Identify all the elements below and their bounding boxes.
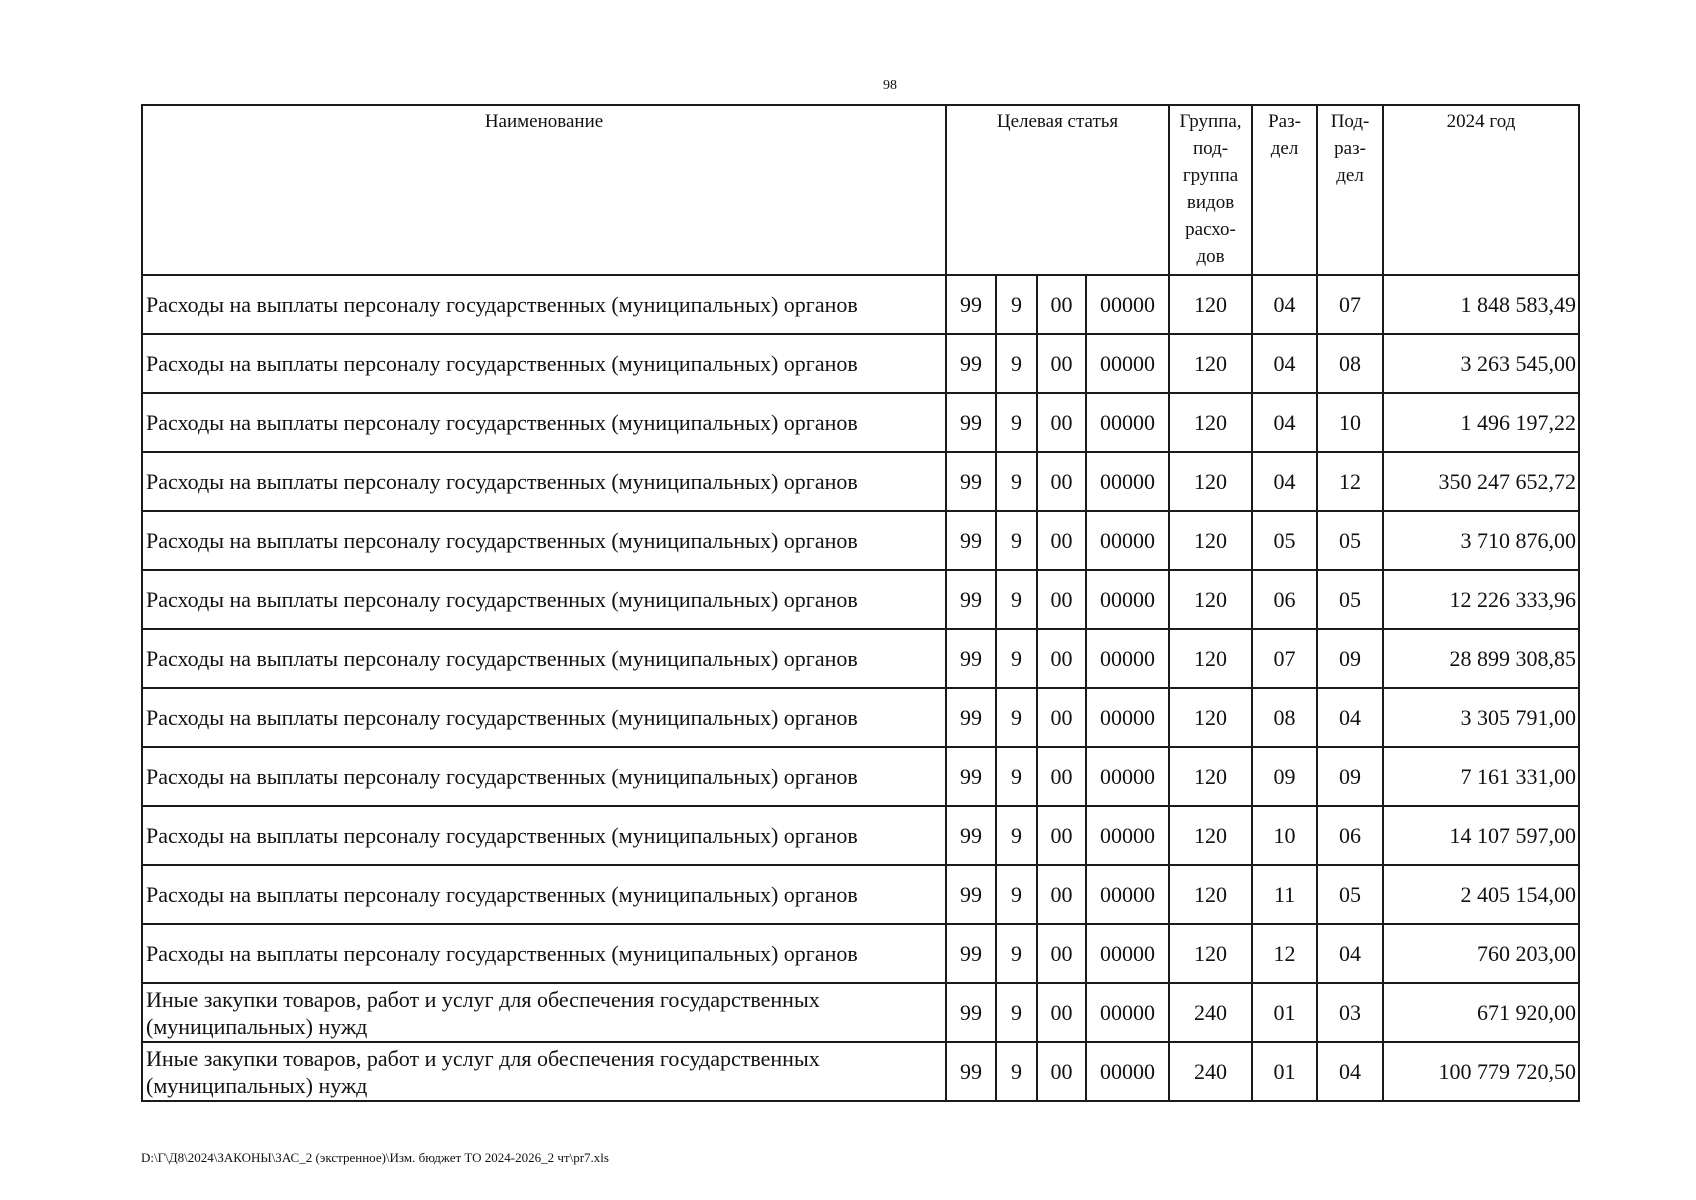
table-row <box>142 275 1579 334</box>
cell-section: 04 <box>1252 334 1317 393</box>
header-section: Раз- дел <box>1252 105 1317 275</box>
table-row <box>142 865 1579 924</box>
cell-target-program: 99 <box>946 570 996 629</box>
cell-section: 01 <box>1252 1042 1317 1101</box>
cell-target-main-event: 00 <box>1037 570 1086 629</box>
cell-subsection: 10 <box>1317 393 1383 452</box>
cell-expense-group: 240 <box>1169 983 1252 1042</box>
cell-section: 10 <box>1252 806 1317 865</box>
cell-name: Иные закупки товаров, работ и услуг для обеспечения государственных (муниципальных) нужд <box>142 983 946 1042</box>
cell-section: 01 <box>1252 983 1317 1042</box>
cell-expense-group: 240 <box>1169 1042 1252 1101</box>
cell-subsection: 05 <box>1317 511 1383 570</box>
cell-section: 04 <box>1252 452 1317 511</box>
cell-target-direction: 00000 <box>1086 629 1169 688</box>
cell-amount-2024: 2 405 154,00 <box>1383 865 1579 924</box>
cell-expense-group: 120 <box>1169 570 1252 629</box>
cell-amount-2024: 760 203,00 <box>1383 924 1579 983</box>
cell-amount-2024: 14 107 597,00 <box>1383 806 1579 865</box>
cell-name: Расходы на выплаты персоналу государственных (муниципальных) органов <box>142 865 946 924</box>
table-row <box>142 570 1579 629</box>
cell-target-subprogram: 9 <box>996 865 1037 924</box>
cell-expense-group: 120 <box>1169 865 1252 924</box>
cell-target-program: 99 <box>946 688 996 747</box>
cell-amount-2024: 1 496 197,22 <box>1383 393 1579 452</box>
table-row <box>142 511 1579 570</box>
table-row <box>142 924 1579 983</box>
cell-target-main-event: 00 <box>1037 747 1086 806</box>
cell-target-subprogram: 9 <box>996 275 1037 334</box>
cell-target-direction: 00000 <box>1086 865 1169 924</box>
cell-section: 09 <box>1252 747 1317 806</box>
cell-name: Расходы на выплаты персоналу государственных (муниципальных) органов <box>142 452 946 511</box>
cell-subsection: 08 <box>1317 334 1383 393</box>
cell-name: Расходы на выплаты персоналу государственных (муниципальных) органов <box>142 275 946 334</box>
cell-target-direction: 00000 <box>1086 1042 1169 1101</box>
footer-file-path: D:\Г\Д8\2024\ЗАКОНЫ\ЗАС_2 (экстренное)\Изм. бюджет ТО 2024-2026_2 чт\pr7.xls <box>141 1150 609 1165</box>
cell-target-subprogram: 9 <box>996 570 1037 629</box>
cell-section: 04 <box>1252 275 1317 334</box>
cell-name: Расходы на выплаты персоналу государственных (муниципальных) органов <box>142 393 946 452</box>
cell-section: 11 <box>1252 865 1317 924</box>
cell-target-direction: 00000 <box>1086 806 1169 865</box>
cell-section: 06 <box>1252 570 1317 629</box>
cell-target-program: 99 <box>946 629 996 688</box>
table-row <box>142 393 1579 452</box>
table-row <box>142 983 1579 1042</box>
cell-subsection: 07 <box>1317 275 1383 334</box>
cell-name: Расходы на выплаты персоналу государственных (муниципальных) органов <box>142 334 946 393</box>
table-row <box>142 452 1579 511</box>
cell-subsection: 03 <box>1317 983 1383 1042</box>
cell-name: Иные закупки товаров, работ и услуг для обеспечения государственных (муниципальных) нужд <box>142 1042 946 1101</box>
cell-target-main-event: 00 <box>1037 983 1086 1042</box>
cell-target-program: 99 <box>946 747 996 806</box>
table-row <box>142 806 1579 865</box>
cell-amount-2024: 3 263 545,00 <box>1383 334 1579 393</box>
table-row <box>142 629 1579 688</box>
budget-table <box>141 104 1580 1102</box>
cell-amount-2024: 3 305 791,00 <box>1383 688 1579 747</box>
cell-section: 05 <box>1252 511 1317 570</box>
cell-section: 04 <box>1252 393 1317 452</box>
cell-target-main-event: 00 <box>1037 452 1086 511</box>
cell-amount-2024: 350 247 652,72 <box>1383 452 1579 511</box>
cell-subsection: 05 <box>1317 570 1383 629</box>
cell-target-direction: 00000 <box>1086 747 1169 806</box>
cell-target-direction: 00000 <box>1086 688 1169 747</box>
cell-expense-group: 120 <box>1169 452 1252 511</box>
header-year-2024: 2024 год <box>1383 105 1579 275</box>
cell-target-program: 99 <box>946 452 996 511</box>
cell-name: Расходы на выплаты персоналу государственных (муниципальных) органов <box>142 806 946 865</box>
table-row <box>142 334 1579 393</box>
cell-target-subprogram: 9 <box>996 924 1037 983</box>
cell-target-subprogram: 9 <box>996 452 1037 511</box>
cell-amount-2024: 1 848 583,49 <box>1383 275 1579 334</box>
cell-section: 12 <box>1252 924 1317 983</box>
cell-target-direction: 00000 <box>1086 570 1169 629</box>
cell-amount-2024: 100 779 720,50 <box>1383 1042 1579 1101</box>
header-subsection: Под- раз- дел <box>1317 105 1383 275</box>
cell-target-program: 99 <box>946 334 996 393</box>
cell-subsection: 09 <box>1317 747 1383 806</box>
cell-target-direction: 00000 <box>1086 924 1169 983</box>
cell-expense-group: 120 <box>1169 393 1252 452</box>
cell-target-main-event: 00 <box>1037 865 1086 924</box>
cell-target-direction: 00000 <box>1086 393 1169 452</box>
cell-amount-2024: 3 710 876,00 <box>1383 511 1579 570</box>
cell-section: 08 <box>1252 688 1317 747</box>
cell-target-direction: 00000 <box>1086 983 1169 1042</box>
cell-target-program: 99 <box>946 1042 996 1101</box>
cell-target-subprogram: 9 <box>996 629 1037 688</box>
header-name: Наименование <box>142 105 946 275</box>
cell-target-direction: 00000 <box>1086 334 1169 393</box>
cell-expense-group: 120 <box>1169 688 1252 747</box>
header-target-article: Целевая статья <box>946 105 1169 275</box>
table-row <box>142 1042 1579 1101</box>
cell-target-program: 99 <box>946 393 996 452</box>
cell-amount-2024: 28 899 308,85 <box>1383 629 1579 688</box>
cell-subsection: 05 <box>1317 865 1383 924</box>
table-row <box>142 747 1579 806</box>
cell-expense-group: 120 <box>1169 924 1252 983</box>
cell-expense-group: 120 <box>1169 629 1252 688</box>
cell-section: 07 <box>1252 629 1317 688</box>
cell-subsection: 09 <box>1317 629 1383 688</box>
cell-name: Расходы на выплаты персоналу государственных (муниципальных) органов <box>142 688 946 747</box>
cell-target-main-event: 00 <box>1037 629 1086 688</box>
cell-subsection: 12 <box>1317 452 1383 511</box>
cell-name: Расходы на выплаты персоналу государственных (муниципальных) органов <box>142 511 946 570</box>
cell-target-main-event: 00 <box>1037 334 1086 393</box>
table-body <box>142 275 1579 1101</box>
cell-name: Расходы на выплаты персоналу государственных (муниципальных) органов <box>142 924 946 983</box>
header-expense-group: Группа, под- группа видов расхо- дов <box>1169 105 1252 275</box>
cell-target-main-event: 00 <box>1037 393 1086 452</box>
table-header-row <box>142 105 1579 275</box>
cell-target-program: 99 <box>946 865 996 924</box>
cell-target-direction: 00000 <box>1086 275 1169 334</box>
cell-target-program: 99 <box>946 806 996 865</box>
cell-name: Расходы на выплаты персоналу государственных (муниципальных) органов <box>142 747 946 806</box>
cell-target-main-event: 00 <box>1037 924 1086 983</box>
cell-expense-group: 120 <box>1169 275 1252 334</box>
cell-target-main-event: 00 <box>1037 275 1086 334</box>
cell-target-subprogram: 9 <box>996 747 1037 806</box>
cell-expense-group: 120 <box>1169 747 1252 806</box>
cell-target-subprogram: 9 <box>996 806 1037 865</box>
cell-target-direction: 00000 <box>1086 452 1169 511</box>
cell-target-program: 99 <box>946 511 996 570</box>
cell-amount-2024: 671 920,00 <box>1383 983 1579 1042</box>
cell-target-main-event: 00 <box>1037 1042 1086 1101</box>
cell-amount-2024: 7 161 331,00 <box>1383 747 1579 806</box>
cell-target-main-event: 00 <box>1037 511 1086 570</box>
cell-name: Расходы на выплаты персоналу государственных (муниципальных) органов <box>142 570 946 629</box>
cell-subsection: 04 <box>1317 1042 1383 1101</box>
cell-target-subprogram: 9 <box>996 1042 1037 1101</box>
cell-target-subprogram: 9 <box>996 688 1037 747</box>
cell-target-main-event: 00 <box>1037 688 1086 747</box>
cell-expense-group: 120 <box>1169 334 1252 393</box>
cell-target-subprogram: 9 <box>996 393 1037 452</box>
cell-target-subprogram: 9 <box>996 334 1037 393</box>
cell-target-subprogram: 9 <box>996 511 1037 570</box>
cell-target-program: 99 <box>946 924 996 983</box>
cell-target-program: 99 <box>946 983 996 1042</box>
cell-subsection: 04 <box>1317 688 1383 747</box>
cell-target-direction: 00000 <box>1086 511 1169 570</box>
cell-name: Расходы на выплаты персоналу государственных (муниципальных) органов <box>142 629 946 688</box>
table-row <box>142 688 1579 747</box>
cell-target-main-event: 00 <box>1037 806 1086 865</box>
cell-target-subprogram: 9 <box>996 983 1037 1042</box>
cell-amount-2024: 12 226 333,96 <box>1383 570 1579 629</box>
cell-subsection: 06 <box>1317 806 1383 865</box>
cell-target-program: 99 <box>946 275 996 334</box>
cell-expense-group: 120 <box>1169 806 1252 865</box>
cell-expense-group: 120 <box>1169 511 1252 570</box>
page-number: 98 <box>883 78 897 93</box>
cell-subsection: 04 <box>1317 924 1383 983</box>
